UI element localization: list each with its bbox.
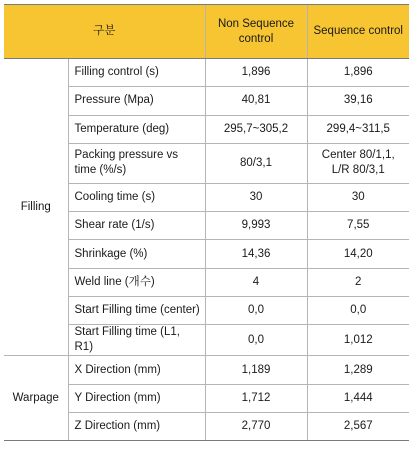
value-non-sequence: 30 (205, 183, 307, 211)
row-label: Temperature (deg) (68, 115, 205, 143)
value-non-sequence: 0,0 (205, 325, 307, 356)
table-row (4, 59, 409, 87)
value-sequence: 1,896 (307, 59, 409, 87)
header-non-sequence-control: Non Sequence control (205, 5, 307, 59)
value-sequence: 1,289 (307, 356, 409, 384)
value-non-sequence: 80/3,1 (205, 143, 307, 183)
table-row (4, 356, 409, 384)
value-non-sequence: 40,81 (205, 87, 307, 115)
value-sequence: 1,444 (307, 384, 409, 412)
value-non-sequence: 0,0 (205, 297, 307, 325)
group-label-filling: Filling (4, 59, 68, 356)
header-sequence-control: Sequence control (307, 5, 409, 59)
value-sequence: 0,0 (307, 297, 409, 325)
value-sequence: 299,4~311,5 (307, 115, 409, 143)
row-label: Packing pressure vs time (%/s) (68, 143, 205, 183)
value-non-sequence: 1,189 (205, 356, 307, 384)
row-label: Cooling time (s) (68, 183, 205, 211)
value-non-sequence: 14,36 (205, 240, 307, 268)
row-label: Z Direction (mm) (68, 412, 205, 440)
row-label: Filling control (s) (68, 59, 205, 87)
value-non-sequence: 2,770 (205, 412, 307, 440)
value-non-sequence: 1,712 (205, 384, 307, 412)
row-label: Start Filling time (center) (68, 297, 205, 325)
value-sequence: 1,012 (307, 325, 409, 356)
value-non-sequence: 9,993 (205, 212, 307, 240)
value-non-sequence: 295,7~305,2 (205, 115, 307, 143)
value-sequence: Center 80/1,1, L/R 80/3,1 (307, 143, 409, 183)
row-label: Start Filling time (L1, R1) (68, 325, 205, 356)
value-sequence: 7,55 (307, 212, 409, 240)
value-non-sequence: 4 (205, 268, 307, 296)
header-category: 구분 (4, 5, 205, 59)
value-sequence: 14,20 (307, 240, 409, 268)
header-row (4, 5, 409, 59)
filling-group (4, 59, 409, 356)
value-sequence: 2 (307, 268, 409, 296)
comparison-table (4, 4, 409, 441)
row-label: Pressure (Mpa) (68, 87, 205, 115)
row-label: Y Direction (mm) (68, 384, 205, 412)
value-sequence: 39,16 (307, 87, 409, 115)
value-non-sequence: 1,896 (205, 59, 307, 87)
row-label: Shrinkage (%) (68, 240, 205, 268)
row-label: Weld line (개수) (68, 268, 205, 296)
warpage-group (4, 356, 409, 441)
row-label: X Direction (mm) (68, 356, 205, 384)
value-sequence: 2,567 (307, 412, 409, 440)
value-sequence: 30 (307, 183, 409, 211)
group-label-warpage: Warpage (4, 356, 68, 441)
row-label: Shear rate (1/s) (68, 212, 205, 240)
